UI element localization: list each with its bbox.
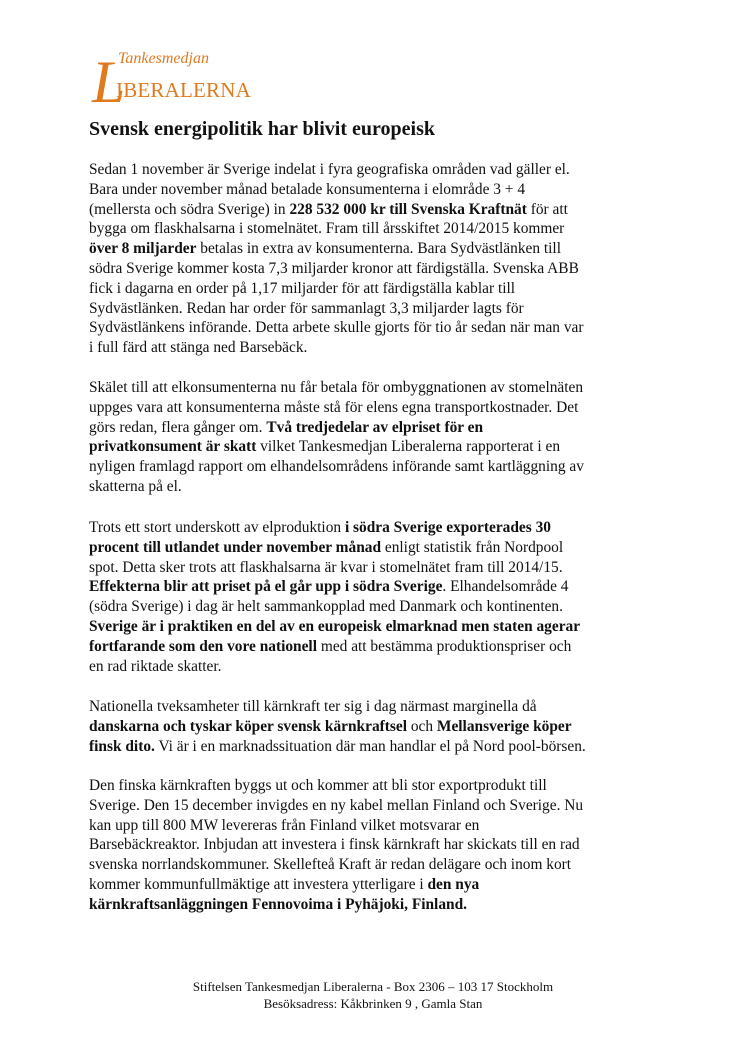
text-line xyxy=(89,338,583,358)
text-run: Nationella tveksamheter till kärnkraft ter sig i dag närmast marginella då xyxy=(89,698,537,715)
paragraph-1 xyxy=(89,160,583,358)
page-title: Svensk energipolitik har blivit europeisk xyxy=(89,118,435,140)
text-line xyxy=(89,437,584,457)
text-line xyxy=(89,418,584,438)
text-run: vilket Tankesmedjan Liberalerna rapporterat i en xyxy=(256,438,561,456)
text-run: Sverige. Den 15 december invigdes en ny kabel mellan Finland och Sverige. Nu xyxy=(89,796,584,814)
text-run: nyligen framlagd rapport om elhandelsområdens införande samt kartläggning av xyxy=(89,458,584,476)
text-run: enligt statistik från Nordpool xyxy=(381,538,564,556)
logo-wordmark: IBERALERNA xyxy=(116,78,251,102)
text-line xyxy=(89,239,583,259)
text-line xyxy=(89,597,580,617)
logo xyxy=(90,48,300,106)
text-run: och xyxy=(407,717,437,735)
text-line xyxy=(89,318,583,338)
bold-text-run: i södra Sverige exporterades 30 xyxy=(344,519,551,536)
text-run: kommer kommunfullmäktige att investera ytterligare i xyxy=(89,875,428,893)
text-line xyxy=(89,717,586,737)
text-line xyxy=(89,737,586,757)
text-run: Den finska kärnkraften byggs ut och kommer att bli stor exportprodukt till xyxy=(89,777,547,794)
text-run: fick i dagarna en order på 1,17 miljarder för att färdigställa kablar till xyxy=(89,279,516,297)
paragraph-4 xyxy=(89,697,586,756)
text-run: för att xyxy=(526,200,568,218)
text-run: Sedan 1 november är Sverige indelat i fyra geografiska områden vad gäller el. xyxy=(89,161,570,178)
text-run: spot. Detta sker trots att flaskhalsarna är kvar i stomelnätet fram till 2014/15. xyxy=(89,558,563,576)
text-line xyxy=(89,617,580,637)
text-line xyxy=(89,180,583,200)
bold-text-run: 228 532 000 kr till Svenska Kraftnät xyxy=(289,200,527,218)
text-run: Sydvästlänken. Redan har order för sammanlagt 3,3 miljarder lagts för xyxy=(89,299,524,317)
logo-tagline: Tankesmedjan xyxy=(118,50,209,67)
text-line xyxy=(89,219,583,239)
bold-text-run: procent till utlandet under november månad xyxy=(89,538,382,556)
bold-text-run: kärnkraftsanläggningen Fennovoima i Pyhäjoki, Finland. xyxy=(89,895,467,913)
text-line xyxy=(89,796,583,816)
text-run: . Elhandelsområde 4 xyxy=(442,578,569,596)
text-run: med att bestämma produktionspriser och xyxy=(317,637,572,655)
text-line xyxy=(89,558,580,578)
text-line xyxy=(89,299,583,319)
text-line xyxy=(89,816,583,836)
text-run: görs redan, flera gånger om. xyxy=(89,418,267,436)
text-line xyxy=(89,160,583,180)
text-run: skatterna på el. xyxy=(89,477,182,495)
text-line xyxy=(89,538,580,558)
footer-address: Stiftelsen Tankesmedjan Liberalerna - Box 2306 – 103 17 Stockholm xyxy=(192,979,554,994)
text-run: i full färd att stänga ned Barsebäck. xyxy=(89,339,308,357)
text-line xyxy=(89,697,586,717)
text-line xyxy=(89,259,583,279)
text-line xyxy=(89,855,583,875)
bold-text-run: Mellansverige köper xyxy=(436,717,572,735)
text-run: kan upp till 800 MW levereras från Finland vilket motsvarar en xyxy=(89,816,480,834)
text-run: bygga om flaskhalsarna i stomelnätet. Fram till årsskiftet 2014/2015 kommer xyxy=(89,220,565,238)
text-run: Trots ett stort underskott av elproduktion xyxy=(89,519,345,536)
text-run: uppges vara att konsumenterna måste stå för elens egna transportkostnader. Det xyxy=(89,398,579,416)
text-line xyxy=(89,279,583,299)
text-run: en rad riktade skatter. xyxy=(89,657,222,675)
bold-text-run: Två tredjedelar av elpriset för en xyxy=(266,418,484,436)
text-run: Bara under november månad betalade konsumenterna i elområde 3 + 4 xyxy=(89,180,526,198)
text-line xyxy=(89,477,584,497)
text-run: betalas in extra av konsumenterna. Bara Sydvästlänken till xyxy=(196,240,561,258)
bold-text-run: finsk dito. xyxy=(89,737,155,755)
text-run: (södra Sverige) i dag är helt sammankopplad med Danmark och kontinenten. xyxy=(89,598,563,616)
svg-text:L: L xyxy=(92,49,126,108)
paragraph-2 xyxy=(89,378,584,497)
text-line xyxy=(89,457,584,477)
bold-text-run: över 8 miljarder xyxy=(89,240,197,258)
bold-text-run: Sverige är i praktiken en del av en europeisk elmarknad men staten agerar xyxy=(89,617,581,635)
bold-text-run: danskarna och tyskar köper svensk kärnkraftsel xyxy=(89,717,407,735)
text-run: (mellersta och södra Sverige) in xyxy=(89,200,290,218)
text-line xyxy=(89,895,583,915)
text-line xyxy=(89,577,580,597)
bold-text-run: Effekterna blir att priset på el går upp i södra Sverige xyxy=(89,578,443,596)
text-line xyxy=(89,398,584,418)
text-run: Skälet till att elkonsumenterna nu får betala för ombyggnationen av stomelnäten xyxy=(89,379,584,396)
bold-text-run: privatkonsument är skatt xyxy=(89,438,257,456)
text-run: Vi är i en marknadssituation där man handlar el på Nord pool-börsen. xyxy=(154,737,586,755)
paragraph-5 xyxy=(89,776,583,915)
text-line xyxy=(89,835,583,855)
text-run: Barsebäckreaktor. Inbjudan att investera i finsk kärnkraft har skickats till en rad xyxy=(89,836,580,854)
text-run: Sydvästlänkens införande. Detta arbete skulle gjorts för tio år sedan när man var xyxy=(89,319,584,337)
text-line xyxy=(89,776,583,796)
text-line xyxy=(89,875,583,895)
bold-text-run: fortfarande som den vore nationell xyxy=(89,637,317,655)
text-line xyxy=(89,200,583,220)
text-line xyxy=(89,518,580,538)
footer xyxy=(0,978,746,1012)
text-line xyxy=(89,637,580,657)
paragraph-3 xyxy=(89,518,580,676)
text-line xyxy=(89,378,584,398)
bold-text-run: den nya xyxy=(427,875,480,893)
text-line xyxy=(89,657,580,677)
footer-visiting-address: Besöksadress: Kåkbrinken 9 , Gamla Stan xyxy=(263,996,483,1011)
text-run: södra Sverige kommer kosta 7,3 miljarder kronor att färdigställa. Svenska ABB xyxy=(89,259,579,277)
text-run: svenska norrlandskommuner. Skellefteå Kraft är redan delägare och inom kort xyxy=(89,856,572,874)
